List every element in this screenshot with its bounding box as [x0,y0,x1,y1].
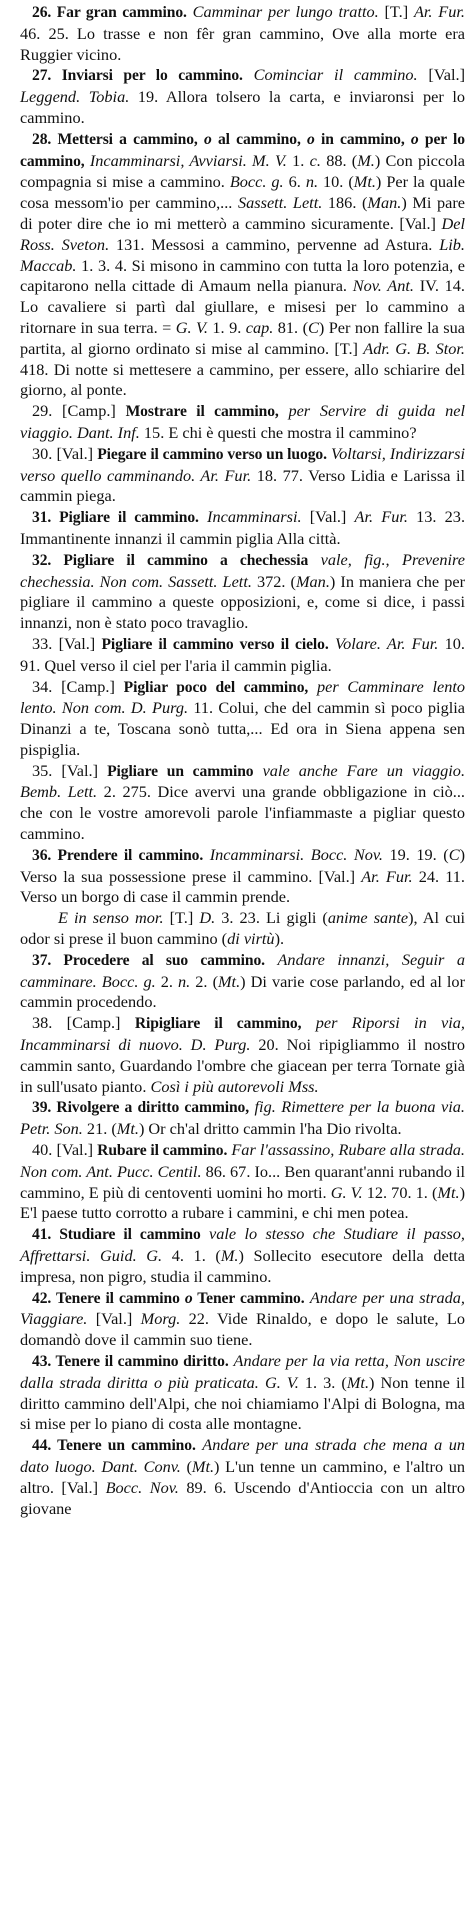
entry-30: 30. [Val.] Piegare il cammino verso un luogo. Voltarsi, Indirizzarsi verso quello camminando. Ar. Fur. 18. 77. Verso Lidia e Larissa il cammin piega. [20,443,465,506]
entry-31: 31. Pigliare il cammino. Incamminarsi. [Val.] Ar. Fur. 13. 23. Immantinente innanzi il cammin piglia Alla città. [20,507,466,548]
entry-42: 42. Tenere il cammino o Tener cammino. Andare per una strada, Viaggiare. [Val.] Morg. 22. Vide Rinaldo, e dopo le salute, Lo domandò dove il cammin suo tiene. [20,1287,465,1350]
entry-39: 39. Rivolgere a diritto cammino, fig. Rimettere per la buona via. Petr. Son. 21. (Mt.) Or ch'al dritto cammin l'ha Dio rivolta. [20,1097,465,1139]
entry-32: 32. Pigliare il cammino a chechessia vale, fig., Prevenire chechessia. Non com. Sassett. Lett. 372. (Man.) In maniera che per pigliare il cammino a queste opposizioni, e, come si dice, i passi innanzi, non è stato poco travaglio. [20,549,465,633]
entry-41: 41. Studiare il cammino vale lo stesso che Studiare il passo, Affrettarsi. Guid. G. 4. 1. (M.) Sollecito esecutore della detta impresa, non pigro, studia il cammino. [20,1224,465,1286]
entry-43: 43. Tenere il cammino diritto. Andare per la via retta, Non uscire dalla strada diritta o più praticata. G. V. 1. 3. (Mt.) Non tenne il diritto cammino dell'Alpi, che noi chiamiamo l'Alpi di Bologna, ma si mise per lo piano di costa alle montagne. [20,1351,466,1434]
entry-26: 26. Far gran cammino. Camminar per lungo tratto. [T.] Ar. Fur. 46. 25. Lo trasse e non fêr gran cammino, Ove alla morte era Ruggier vicino. [20,2,465,64]
entry-28: 28. Mettersi a cammino, o al cammino, o in cammino, o per lo cammino, Incamminarsi, Avviarsi. M. V. 1. c. 88. (M.) Con piccola compagnia si mise a cammino. Bocc. g. 6. n. 10. (Mt.) Per la quale cosa messom'io per cammino,... Sassett. Lett. 186. (Man.) Mi pare di poter dire che io mi metterò a cammino sicuramente. [Val.] Del Ross. Sveton. 131. Messosi a cammino, pervenne ad Astura. Lib. Maccab. 1. 3. 4. Si misono in cammino con tutta la loro potenzia, e capitarono nella cittade di Amaum nella pianura. Nov. Ant. IV. 14. Lo cavaliere si partì dal giullare, e misesi per lo cammino a ritornare in sua terra. = G. V. 1. 9. cap. 81. (C) Per non fallire la sua partita, al giorno ordinato si mise al cammino. [T.] Adr. G. B. Stor. 418. Di notte si mettesere a cammino, per essere, allo schiarire del giorno, al ponte. [20,130,466,400]
entry-35: 35. [Val.] Pigliare un cammino vale anche Fare un viaggio. Bemb. Lett. 2. 275. Dice avervi una grande obbligazione in ciò... che con le vostre amorevoli parole l'infiammaste a pigliar questo cammino. [20,760,466,844]
entry-34: 34. [Camp.] Pigliar poco del cammino, per Camminare lento lento. Non com. D. Purg. 11. Colui, che del cammin sì poco piglia Dinanzi a te, Toscana sonò tutta,... Ed ora in Siena appena sen pispiglia. [20,676,465,759]
entry-44: 44. Tenere un cammino. Andare per una strada che mena a un dato luogo. Dant. Conv. (Mt.) L'un tenne un cammino, e l'altro un altro. [Val.] Bocc. Nov. 89. 6. Uscendo d'Antioccia con un altro giovane [20,1435,466,1518]
entry-38: 38. [Camp.] Ripigliare il cammino, per Riporsi in via, Incamminarsi di nuovo. D. Purg. 20. Noi ripigliammo il nostro cammin santo, Guardando l'ombre che giacean per terra Tornate già in sull'usato pianto. Così i più autorevoli Mss. [20,1013,465,1096]
entry-40: 40. [Val.] Rubare il cammino. Far l'assassino, Rubare alla strada. Non com. Ant. Pucc. Centil. 86. 67. Io... Ben quarant'anni rubando il cammino, E più di centoventi uomini ho morti. G. V. 12. 70. 1. (Mt.) E'l paese tutto corrotto a rubare i cammini, e chi men potea. [20,1140,466,1223]
entry-27: 27. Inviarsi per lo cammino. Cominciar il cammino. [Val.] Leggend. Tobia. 19. Allora tolsero la carta, e inviaronsi per lo cammino. [20,65,466,127]
entries-column [20,2,465,1519]
entry-36: 36. Prendere il cammino. Incamminarsi. Bocc. Nov. 19. 19. (C) Verso la sua possessione prese il cammino. [Val.] Ar. Fur. 24. 11. Verso un borgo di case il cammin prende. [20,844,466,907]
entry-36-sub: E in senso mor. [T.] D. 3. 23. Li gigli (anime sante), Al cui odor si prese il buon cammino (di virtù). [20,908,466,949]
entry-33: 33. [Val.] Pigliare il cammino verso il cielo. Volare. Ar. Fur. 10. 91. Quel verso il ciel per l'aria il cammin piglia. [20,633,465,675]
entry-37: 37. Procedere al suo cammino. Andare innanzi, Seguir a camminare. Bocc. g. 2. n. 2. (Mt.) Di varie cose parlando, ed al lor cammin procedendo. [20,949,465,1012]
entry-29: 29. [Camp.] Mostrare il cammino, per Servire di guida nel viaggio. Dant. Inf. 15. E chi è questi che mostra il cammino? [20,401,465,442]
